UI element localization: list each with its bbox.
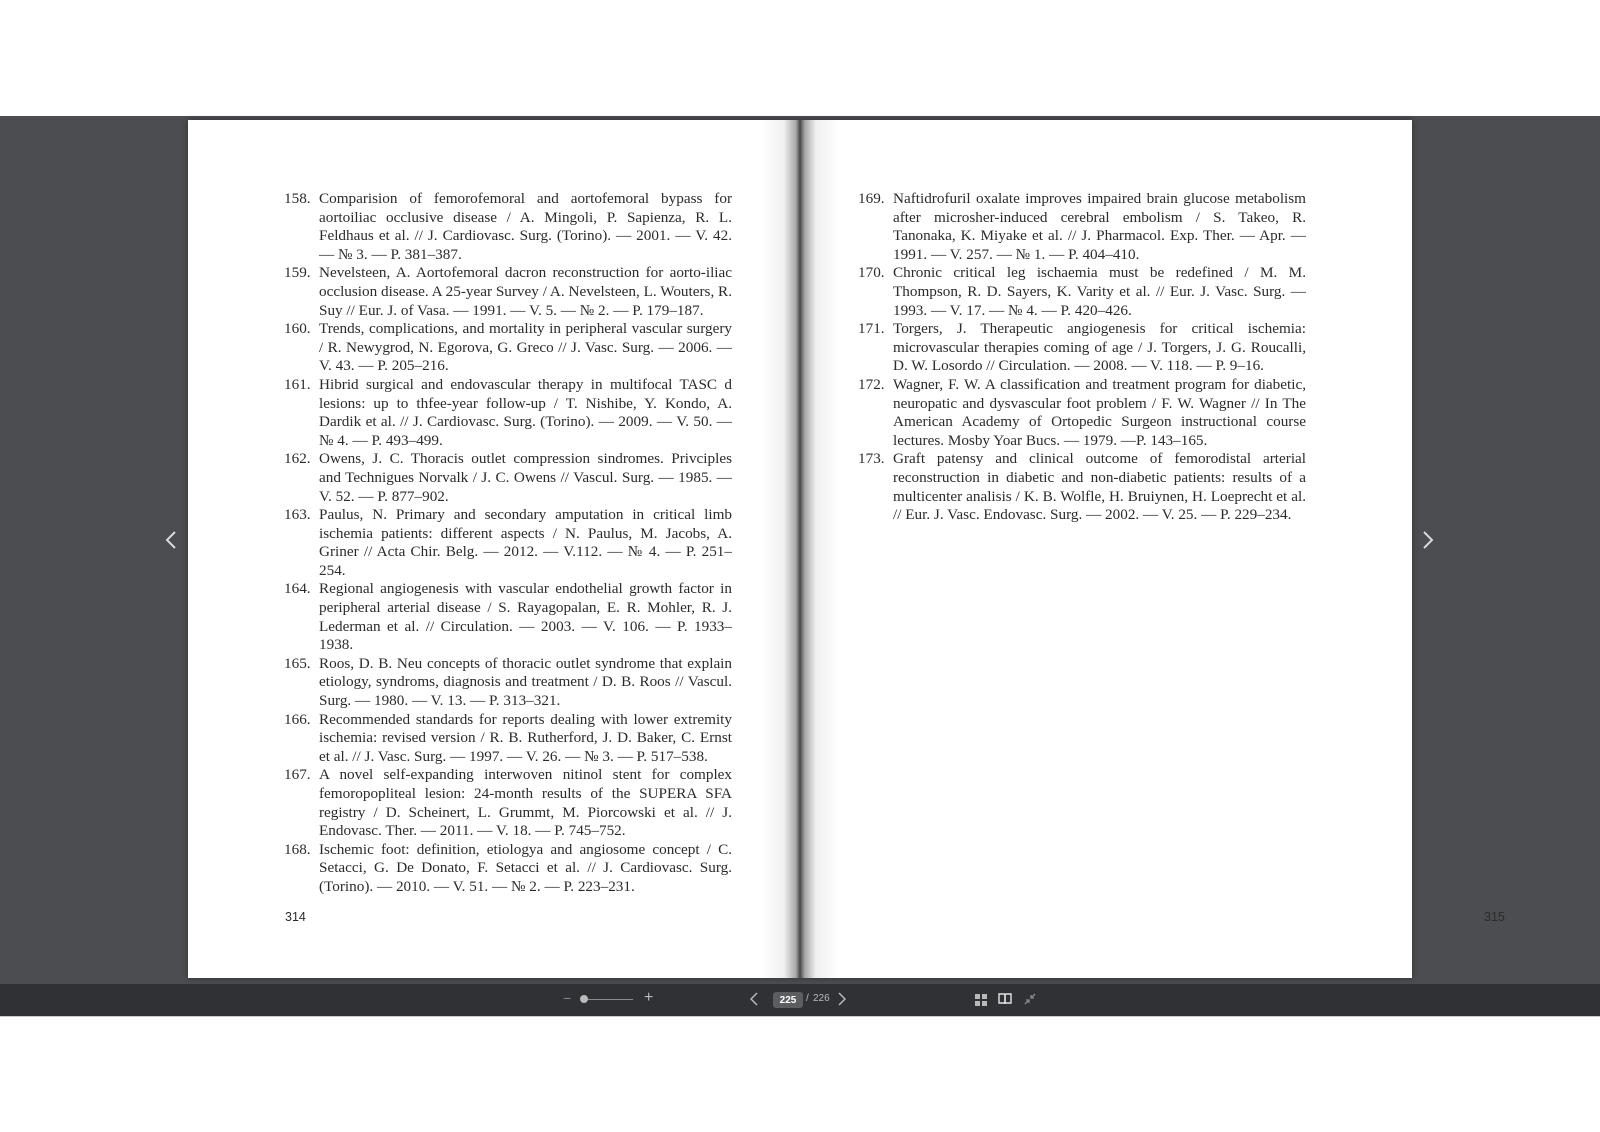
reference-text: Nevelsteen, A. Aortofemoral dacron reconstruction for aorto-iliac occlusion disease. A 25-year Survey / A. Nevelsteen, L. Wouters, R. Suy // Eur. J. of Vasa. — 1991. — V. 5. — № 2. — P. 179–187. xyxy=(319,264,732,319)
reference-text: Torgers, J. Therapeutic angiogenesis for critical ischemia: microvascular therapies coming of age / J. Torgers, J. G. Roucalli, D. W. Losordo // Circulation. — 2008. — V. 118. — P. 9–16. xyxy=(893,320,1306,375)
reference-item xyxy=(284,766,732,840)
reference-text: Comparision of femorofemoral and aortofemoral bypass for aortoiliac occlusive disease / A. Mingoli, P. Sapienza, R. L. Feldhaus et al. // J. Cardiovasc. Surg. (Torino). — 2001. — V. 42. — № 3. — P. 381–387. xyxy=(319,190,732,263)
chevron-right-icon xyxy=(838,992,846,1006)
reference-item xyxy=(858,450,1306,524)
reference-text: Hibrid surgical and endovascular therapy in multifocal TASC d lesions: up to thfee-year follow-up / T. Nishibe, Y. Kondo, A. Dardik et al. // J. Cardiovasc. Surg. (Torino). — 2009. — V. 50. — № 4. — P. 493–499. xyxy=(319,375,732,449)
reference-number: 173. xyxy=(858,450,885,468)
reference-text: Trends, complications, and mortality in peripheral vascular surgery / R. Newygrod, N. Egorova, G. Greco // J. Vasc. Surg. — 2006. — V. 43. — P. 205–216. xyxy=(319,320,732,375)
chevron-left-icon xyxy=(750,992,758,1006)
current-page-input[interactable] xyxy=(773,992,803,1008)
reference-number: 171. xyxy=(858,320,885,338)
reader-viewport xyxy=(0,116,1600,984)
reference-text: Regional angiogenesis with vascular endothelial growth factor in peripheral arterial disease / S. Rayagopalan, E. R. Mohler, R. J. Lederman et al. // Circulation. — 2003. — V. 106. — P. 1933–1938. xyxy=(319,580,732,654)
reference-number: 161. xyxy=(284,375,311,393)
reference-text: Paulus, N. Primary and secondary amputation in critical limb ischemia patients: different aspects / N. Paulus, M. Jacobs, A. Griner // Acta Chir. Belg. — 2012. — V.112. — № 4. — P. 251–254. xyxy=(319,506,732,579)
page-number-left: 314 xyxy=(285,910,306,924)
reference-number: 167. xyxy=(284,766,311,784)
zoom-slider-handle[interactable] xyxy=(580,995,588,1003)
reference-number: 158. xyxy=(284,190,311,207)
reference-text: Wagner, F. W. A classification and treatment program for diabetic, neuropatic and dysvascular foot problem / F. W. Wagner // In The American Academy of Ortopedic Surgeon instructional course lectures. Mosby Yoar Bucs. — 1979. —P. 143–165. xyxy=(893,375,1306,449)
reference-item xyxy=(284,655,732,711)
grid-icon xyxy=(975,994,987,1006)
reference-item xyxy=(858,190,1306,264)
chevron-right-icon xyxy=(1422,530,1434,550)
reference-item xyxy=(858,264,1306,320)
book-icon xyxy=(998,992,1012,1005)
book-view-button[interactable] xyxy=(998,992,1012,1010)
chevron-left-icon xyxy=(165,530,177,550)
reference-text: Roos, D. B. Neu concepts of thoracic outlet syndrome that explain etiology, syndroms, diagnosis and treatment / D. B. Roos // Vascul. Surg. — 1980. — V. 13. — P. 313–321. xyxy=(319,654,732,710)
reference-list-left xyxy=(284,190,732,897)
reference-item xyxy=(284,320,732,376)
zoom-in-button[interactable]: + xyxy=(644,989,654,1006)
exit-fullscreen-button[interactable] xyxy=(1024,992,1036,1010)
reference-item xyxy=(284,841,732,897)
toolbar-previous-button[interactable] xyxy=(750,992,758,1011)
zoom-out-button[interactable]: − xyxy=(563,990,572,1006)
reference-text: Naftidrofuril oxalate improves impaired brain glucose metabolism after microsher-induced cerebral embolism / S. Takeo, R. Tanonaka, K. Miyake et al. // J. Pharmacol. Exp. Ther. — Apr. — 1991. — V. 257. — № 1. — P. 404–410. xyxy=(893,190,1306,263)
reference-number: 172. xyxy=(858,375,885,393)
reference-text: Owens, J. C. Thoracis outlet compression sindromes. Privciples and Technigues Norvalk / J. C. Owens // Vascul. Surg. — 1985. — V. 52. — P. 877–902. xyxy=(319,450,732,505)
total-pages: 226 xyxy=(813,993,830,1004)
reference-item xyxy=(858,376,1306,450)
previous-page-arrow[interactable] xyxy=(159,526,183,554)
reference-item xyxy=(858,320,1306,376)
right-page xyxy=(800,120,1505,978)
reference-number: 166. xyxy=(284,710,311,728)
reference-item xyxy=(284,450,732,506)
reference-text: Graft patensy and clinical outcome of femorodistal arterial reconstruction in diabetic and non-diabetic patients: results of a multicenter analisis / K. B. Wolfle, H. Bruiynen, H. Loeprecht et al. // Eur. J. Vasc. Endovasc. Surg. — 2002. — V. 25. — P. 229–234. xyxy=(893,450,1306,524)
next-page-arrow[interactable] xyxy=(1416,526,1440,554)
reference-number: 165. xyxy=(284,654,311,672)
reference-text: Recommended standards for reports dealing with lower extremity ischemia: revised version / R. B. Rutherford, J. D. Baker, C. Ernst et al. // J. Vasc. Surg. — 1997. — V. 26. — № 3. — P. 517–538. xyxy=(319,710,732,765)
thumbnails-button[interactable] xyxy=(975,993,987,1011)
zoom-slider-track[interactable] xyxy=(583,999,633,1000)
reference-text: A novel self-expanding interwoven nitinol stent for complex femoropopliteal lesion: 24-month results of the SUPERA SFA registry / D. Scheinert, L. Grummt, M. Piorcowski et al. // J. Endovasc. Ther. — 2011. — V. 18. — P. 745–752. xyxy=(319,766,732,840)
reference-text: Ischemic foot: definition, etiologya and angiosome concept / C. Setacci, G. De Donato, F. Setacci et al. // J. Cardiovasc. Surg. (Torino). — 2010. — V. 51. — № 2. — P. 223–231. xyxy=(319,840,732,895)
reference-item xyxy=(284,711,732,767)
reference-list-right xyxy=(858,190,1306,525)
reference-number: 162. xyxy=(284,450,311,468)
collapse-icon xyxy=(1024,993,1036,1005)
reference-number: 159. xyxy=(284,264,311,282)
reference-item xyxy=(284,376,732,450)
left-page xyxy=(188,120,800,978)
page-separator: / xyxy=(806,993,809,1004)
reference-number: 169. xyxy=(858,190,885,207)
page-bottom-edge xyxy=(0,1016,1600,1017)
reference-item xyxy=(284,264,732,320)
viewer-toolbar xyxy=(0,984,1600,1016)
reference-number: 170. xyxy=(858,264,885,282)
reference-number: 168. xyxy=(284,840,311,858)
book-spread xyxy=(188,120,1505,978)
reference-number: 164. xyxy=(284,580,311,598)
toolbar-next-button[interactable] xyxy=(838,992,846,1011)
reference-number: 163. xyxy=(284,506,311,524)
reference-text: Chronic critical leg ischaemia must be redefined / M. M. Thompson, R. D. Sayers, K. Varity et al. // Eur. J. Vasc. Surg. — 1993. — V. 17. — № 4. — P. 420–426. xyxy=(893,264,1306,319)
reference-item xyxy=(284,506,732,580)
page-number-right: 315 xyxy=(1484,910,1505,924)
reference-number: 160. xyxy=(284,320,311,338)
reference-item xyxy=(284,190,732,264)
reference-item xyxy=(284,580,732,654)
